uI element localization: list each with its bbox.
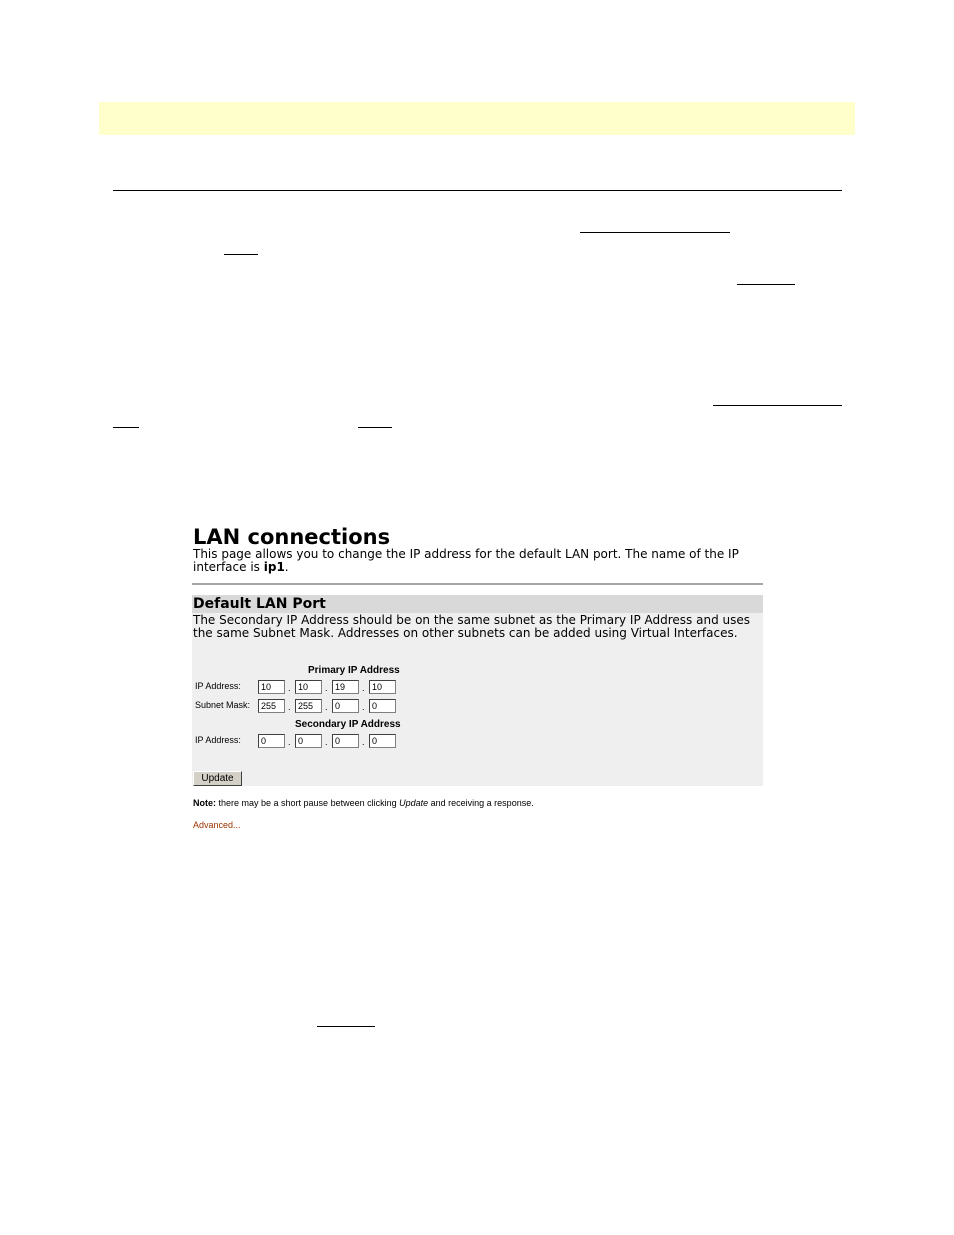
primary-ip-label: IP Address:: [195, 681, 241, 691]
underline-mark: [737, 284, 795, 285]
octet-separator: .: [362, 737, 365, 747]
chapter-rule: [113, 190, 842, 191]
octet-separator: .: [288, 737, 291, 747]
intro-end: .: [284, 560, 289, 574]
secondary-ip-octet-2[interactable]: [295, 734, 322, 748]
title-divider: [192, 583, 763, 585]
secondary-ip-octet-1[interactable]: [258, 734, 285, 748]
intro-text: This page allows you to change the IP address for the default LAN port. The name of the IP interface is: [193, 547, 739, 574]
underline-mark: [358, 427, 392, 428]
note-end: and receiving a response.: [428, 798, 534, 808]
octet-separator: .: [325, 737, 328, 747]
panel-description: The Secondary IP Address should be on the same subnet as the Primary IP Address and uses the same Subnet Mask. Addresses on other subnets can be added using Virtual Interfaces.: [193, 613, 751, 640]
note-body: there may be a short pause between clicking: [216, 798, 400, 808]
subnet-mask-label: Subnet Mask:: [195, 700, 251, 710]
secondary-ip-octet-4[interactable]: [369, 734, 396, 748]
primary-ip-heading: Primary IP Address: [308, 665, 400, 676]
octet-separator: .: [325, 683, 328, 693]
primary-ip-octet-4[interactable]: [369, 680, 396, 694]
panel-header: [192, 595, 763, 613]
panel-title: Default LAN Port: [193, 596, 326, 612]
octet-separator: .: [362, 702, 365, 712]
underline-mark: [580, 232, 730, 233]
octet-separator: .: [362, 683, 365, 693]
subnet-mask-octet-3[interactable]: [332, 699, 359, 713]
lan-connections-screenshot: [192, 525, 764, 845]
primary-ip-octet-1[interactable]: [258, 680, 285, 694]
secondary-ip-octet-3[interactable]: [332, 734, 359, 748]
advanced-link[interactable]: Advanced...: [193, 820, 241, 830]
underline-mark: [224, 254, 258, 255]
octet-separator: .: [288, 702, 291, 712]
octet-separator: .: [288, 683, 291, 693]
secondary-ip-heading: Secondary IP Address: [295, 719, 401, 730]
underline-mark: [713, 405, 842, 406]
subnet-mask-octet-1[interactable]: [258, 699, 285, 713]
subnet-mask-octet-2[interactable]: [295, 699, 322, 713]
secondary-ip-label: IP Address:: [195, 735, 241, 745]
page-intro: [193, 548, 763, 574]
default-lan-port-panel: [192, 595, 763, 786]
update-button[interactable]: Update: [193, 771, 242, 786]
note-label: Note:: [193, 798, 216, 808]
primary-ip-octet-3[interactable]: [332, 680, 359, 694]
page-header-banner: [99, 102, 855, 135]
page-title: LAN connections: [193, 525, 391, 549]
octet-separator: .: [325, 702, 328, 712]
subnet-mask-octet-4[interactable]: [369, 699, 396, 713]
note-text: [193, 798, 534, 809]
underline-mark: [113, 427, 139, 428]
interface-name: ip1: [263, 560, 285, 574]
primary-ip-octet-2[interactable]: [295, 680, 322, 694]
note-emphasis: Update: [399, 798, 429, 808]
underline-mark: [317, 1026, 375, 1027]
